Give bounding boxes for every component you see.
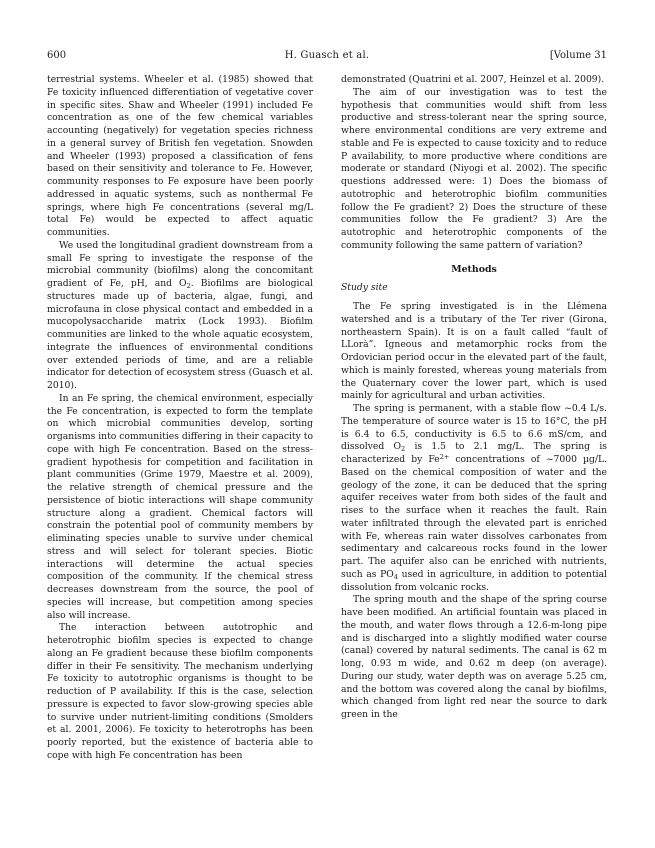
- page-header: [47, 49, 607, 63]
- subscript: 2: [186, 282, 191, 290]
- section-heading-methods: Methods: [451, 263, 497, 275]
- paragraph: The aim of our investigation was to test the hypothesis that communities would shift from less productive and stress-tolerant near the spring source, where environmental conditions are very extreme and stable and Fe is expected to cause toxicity and to reduce P availability, to more productive where conditions are moderate or standard (Niyogi et al. 2002). The specific questions addressed were: 1) Does the biomass of autotrophic and heterotrophic biofilm communities follow the Fe gradient? 2) Does the structure of these communities follow the Fe gradient? 3) Are the autotrophic and heterotrophic components of the community following the same pattern of variation?: [341, 86, 607, 251]
- paragraph: terrestrial systems. Wheeler et al. (1985) showed that Fe toxicity influenced differentiation of vegetative cover in specific sites. Shaw and Wheeler (1991) included Fe concentration as one of the few chemical variables accounting (negatively) for vegetation species richness in a general survey of British fen vegetation. Snowden and Wheeler (1993) proposed a classification of fens based on their sensitivity and tolerance to Fe. However, community responses to Fe exposure have been poorly addressed in aquatic systems, such as nonthermal Fe springs, where high Fe concentrations (several mg/L total Fe) would be expected to affect aquatic communities.: [47, 74, 313, 238]
- subscript: 4: [393, 572, 398, 581]
- paragraph: [341, 403, 607, 594]
- text-run: concentrations of ~7000 µg/L. Based on the chemical composition of water and the geology of the zone, it can be deduced that the spring aquifer receives water from both sides of the fault and rises to the surface when it reaches the fault. Rain water infiltrated through the elevated part is enriched with Fe, whereas rain water dissolves carbonates from sedimentary and calcareous rocks found in the lower part. The aquifer also can be enriched with nutrients, such as PO: [341, 454, 607, 580]
- left-column: [47, 74, 313, 763]
- paragraph: [47, 240, 313, 393]
- volume-label: [Volume 31: [549, 50, 607, 61]
- paragraph: demonstrated (Quatrini et al. 2007, Heinzel et al. 2009).: [341, 74, 605, 85]
- subscript: 2: [401, 445, 406, 454]
- right-column: [341, 74, 607, 722]
- text-run: used in agriculture, in addition to potential dissolution from volcanic rocks.: [341, 568, 607, 593]
- running-head: H. Guasch et al.: [284, 50, 370, 61]
- text-run: The spring is permanent, with a stable flow ~0.4 L/s. The temperature of source water is 15 to 16°C, the pH is 6.4 to 6.5, conductivity is 6.5 to 6.6 mS/cm, and dissolved O: [341, 403, 607, 453]
- text-run: We used the longitudinal gradient downstream from a small Fe spring to investigate the response of the microbial community (biofilms) along the concomitant gradient of Fe, pH, and O: [47, 239, 313, 289]
- text-run: . Biofilms are biological structures made up of bacteria, algae, fungi, and microfauna in close physical contact and embedded in a mucopolysaccharide matrix (Lock 1993). Biofilm communities are linked to the whole aquatic ecosystem, integrate the influences of environmental conditions over extended periods of time, and are a reliable indicator for detection of ecosystem stress (Guasch et al. 2010).: [47, 278, 314, 391]
- superscript: 2+: [439, 453, 450, 461]
- paragraph: The interaction between autotrophic and heterotrophic biofilm species is expected to change along an Fe gradient because these biofilm components differ in their Fe sensitivity. The mechanism underlying Fe toxicity to autotrophic organisms is thought to be reduction of P availability. If this is the case, selection pressure is expected to favor slow-growing species able to survive under nutrient-limiting conditions (Smolders et al. 2001, 2006). Fe toxicity to heterotrophs has been poorly reported, but the existence of bacteria able to cope with high Fe concentration has been: [47, 622, 313, 761]
- paragraph: The spring mouth and the shape of the spring course have been modified. An artificial fountain was placed in the mouth, and water flows through a 12.6-m-long pipe and is discharged into a slightly modified water course (canal) covered by natural sediments. The canal is 62 m long, 0.93 m wide, and 0.62 m deep (on average). During our study, water depth was on average 5.25 cm, and the bottom was covered along the canal by biofilms, which changed from light red near the source to dark green in the: [341, 594, 607, 720]
- paragraph: The Fe spring investigated is in the Llémena watershed and is a tributary of the Ter river (Girona, northeastern Spain). It is on a fault called “fault of LLorà”. Igneous and metamorphic rocks from the Ordovician period occur in the elevated part of the fault, which is mainly forested, whereas young materials from the Quaternary cover the lower part, which is used mainly for agricultural and urban activities.: [341, 301, 607, 402]
- text-run: is 1.5 to 2.1 mg/L. The spring is characterized by Fe: [341, 441, 607, 465]
- paragraph: In an Fe spring, the chemical environment, especially the Fe concentration, is expected to form the template on which microbial communities develop, sorting organisms into communities differing in their capacity to cope with high Fe concentration. Based on the stress-gradient hypothesis for competition and facilitation in plant communities (Grime 1979, Maestre et al. 2009), the relative strength of chemical pressure and the persistence of biotic interactions will shape community structure along a gradient. Chemical factors will constrain the potential pool of community members by eliminating species unable to survive under chemical stress and will select for tolerant species. Biotic interactions will determine the actual species composition of the community. If the chemical stress decreases downstream from the source, the pool of species will increase, but competition among species also will increase.: [47, 392, 313, 621]
- page-number: 600: [47, 50, 67, 61]
- subsection-heading-study-site: Study site: [341, 282, 388, 294]
